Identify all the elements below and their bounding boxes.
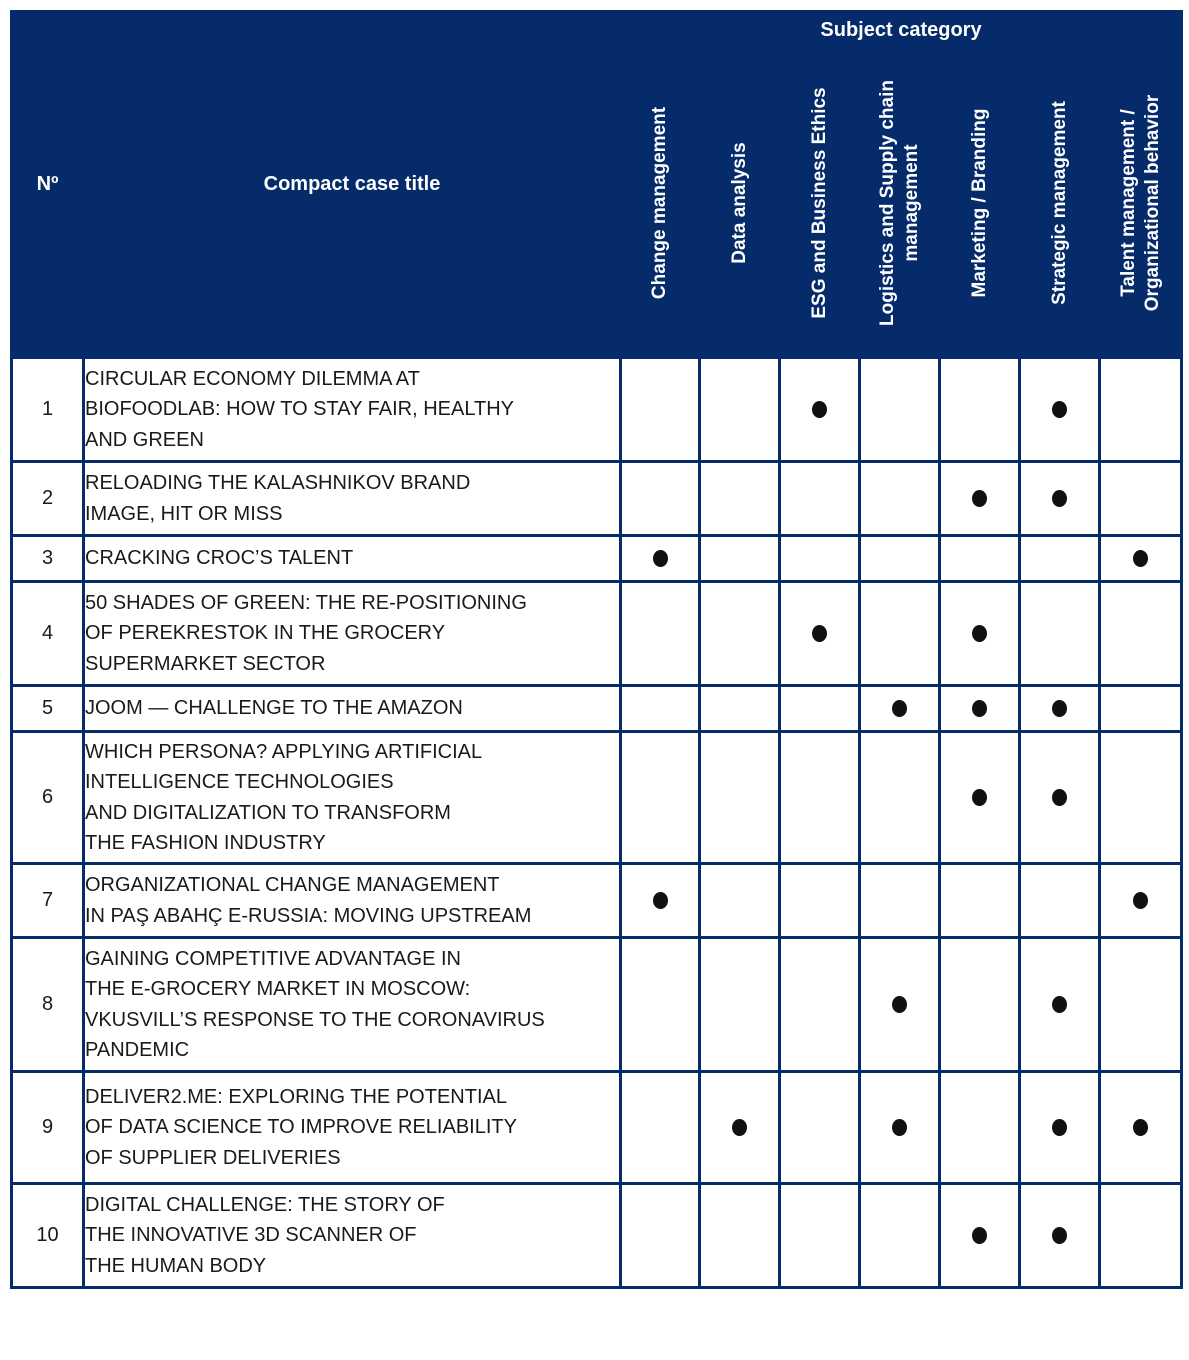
category-cell bbox=[860, 358, 940, 462]
category-cell bbox=[1020, 462, 1100, 536]
category-cell bbox=[940, 536, 1020, 582]
case-number: 8 bbox=[12, 938, 84, 1072]
case-title-line: CIRCULAR ECONOMY DILEMMA AT bbox=[85, 367, 420, 390]
case-number: 7 bbox=[12, 864, 84, 938]
category-header-label: Talent management / Organizational behavior bbox=[1117, 94, 1163, 312]
case-number: 1 bbox=[12, 358, 84, 462]
category-cell bbox=[700, 732, 780, 864]
category-cell bbox=[1100, 732, 1182, 864]
table-row bbox=[12, 686, 1182, 732]
category-cell bbox=[700, 582, 780, 686]
category-cell bbox=[940, 686, 1020, 732]
category-cell bbox=[860, 938, 940, 1072]
category-cell bbox=[700, 1184, 780, 1288]
table-row bbox=[12, 1184, 1182, 1288]
category-cell bbox=[780, 582, 860, 686]
category-cell bbox=[700, 1072, 780, 1184]
case-title bbox=[84, 462, 621, 536]
category-marker-dot-icon bbox=[732, 1119, 747, 1136]
category-header bbox=[1020, 49, 1100, 358]
category-cell bbox=[1100, 536, 1182, 582]
table-row bbox=[12, 462, 1182, 536]
category-cell bbox=[621, 536, 700, 582]
case-title bbox=[84, 732, 621, 864]
case-title-line: WHICH PERSONA? APPLYING ARTIFICIAL bbox=[85, 740, 483, 763]
category-cell bbox=[1100, 938, 1182, 1072]
category-header bbox=[1100, 49, 1182, 358]
case-number: 10 bbox=[12, 1184, 84, 1288]
category-cell bbox=[860, 686, 940, 732]
case-title bbox=[84, 938, 621, 1072]
case-number: 4 bbox=[12, 582, 84, 686]
category-header bbox=[780, 49, 860, 358]
category-header bbox=[860, 49, 940, 358]
case-title bbox=[84, 864, 621, 938]
number-column-header: Nº bbox=[12, 12, 84, 358]
category-header-label: Data analysis bbox=[728, 142, 750, 264]
category-cell bbox=[621, 358, 700, 462]
category-cell bbox=[621, 582, 700, 686]
category-marker-dot-icon bbox=[972, 490, 987, 507]
case-number: 6 bbox=[12, 732, 84, 864]
category-cell bbox=[940, 938, 1020, 1072]
case-title-line: OF DATA SCIENCE TO IMPROVE RELIABILITY bbox=[85, 1116, 517, 1139]
category-cell bbox=[860, 582, 940, 686]
category-marker-dot-icon bbox=[972, 1227, 987, 1244]
category-cell bbox=[1100, 686, 1182, 732]
category-marker-dot-icon bbox=[653, 892, 668, 909]
category-marker-dot-icon bbox=[972, 625, 987, 642]
table-row bbox=[12, 732, 1182, 864]
category-marker-dot-icon bbox=[1133, 550, 1148, 567]
table-row bbox=[12, 536, 1182, 582]
category-cell bbox=[860, 732, 940, 864]
case-subject-table bbox=[10, 10, 1183, 1289]
case-number: 3 bbox=[12, 536, 84, 582]
category-marker-dot-icon bbox=[892, 996, 907, 1013]
category-cell bbox=[1020, 732, 1100, 864]
category-cell bbox=[621, 1184, 700, 1288]
category-cell bbox=[700, 938, 780, 1072]
category-marker-dot-icon bbox=[1052, 1227, 1067, 1244]
case-title bbox=[84, 1184, 621, 1288]
subject-category-header: Subject category bbox=[621, 12, 1182, 49]
table-row bbox=[12, 582, 1182, 686]
category-cell bbox=[860, 462, 940, 536]
category-cell bbox=[621, 732, 700, 864]
title-column-header: Compact case title bbox=[84, 12, 621, 358]
category-cell bbox=[1020, 1184, 1100, 1288]
category-marker-dot-icon bbox=[1052, 401, 1067, 418]
case-number: 5 bbox=[12, 686, 84, 732]
case-title-line: 50 SHADES OF GREEN: THE RE-POSITIONING bbox=[85, 591, 527, 614]
category-header-label: Logistics and Supply chain management bbox=[876, 80, 922, 326]
category-cell bbox=[860, 864, 940, 938]
category-cell bbox=[1020, 1072, 1100, 1184]
case-title-line: THE HUMAN BODY bbox=[85, 1254, 267, 1277]
case-title-line: CRACKING CROC’S TALENT bbox=[85, 547, 354, 570]
table-body bbox=[12, 358, 1182, 1288]
category-cell bbox=[621, 864, 700, 938]
table-row bbox=[12, 938, 1182, 1072]
table-row bbox=[12, 1072, 1182, 1184]
category-cell bbox=[940, 1184, 1020, 1288]
case-title-line: JOOM — CHALLENGE TO THE AMAZON bbox=[85, 697, 463, 720]
case-title bbox=[84, 686, 621, 732]
category-cell bbox=[780, 938, 860, 1072]
category-cell bbox=[780, 1072, 860, 1184]
header-row-group bbox=[12, 12, 1182, 49]
case-title bbox=[84, 358, 621, 462]
category-cell bbox=[700, 864, 780, 938]
category-cell bbox=[1020, 582, 1100, 686]
table-header bbox=[12, 12, 1182, 358]
category-cell bbox=[1100, 462, 1182, 536]
category-cell bbox=[621, 462, 700, 536]
category-header-label: Strategic management bbox=[1048, 101, 1070, 305]
category-cell bbox=[860, 536, 940, 582]
category-cell bbox=[1020, 686, 1100, 732]
category-header-label: ESG and Business Ethics bbox=[808, 87, 830, 319]
category-marker-dot-icon bbox=[892, 1119, 907, 1136]
category-cell bbox=[1100, 1184, 1182, 1288]
category-cell bbox=[780, 686, 860, 732]
category-cell bbox=[780, 462, 860, 536]
case-title bbox=[84, 536, 621, 582]
category-cell bbox=[621, 686, 700, 732]
case-number: 9 bbox=[12, 1072, 84, 1184]
case-title-line: OF SUPPLIER DELIVERIES bbox=[85, 1146, 341, 1169]
category-cell bbox=[1020, 358, 1100, 462]
category-cell bbox=[940, 732, 1020, 864]
category-cell bbox=[700, 358, 780, 462]
case-title-line: RELOADING THE KALASHNIKOV BRAND bbox=[85, 472, 471, 494]
case-title bbox=[84, 1072, 621, 1184]
case-title-line: GAINING COMPETITIVE ADVANTAGE IN bbox=[85, 947, 461, 970]
category-cell bbox=[700, 536, 780, 582]
category-marker-dot-icon bbox=[972, 700, 987, 717]
category-cell bbox=[860, 1184, 940, 1288]
category-header-label: Change management bbox=[649, 106, 670, 300]
category-marker-dot-icon bbox=[1052, 700, 1067, 717]
case-title-line: THE FASHION INDUSTRY bbox=[85, 832, 326, 854]
category-cell bbox=[780, 536, 860, 582]
category-cell bbox=[1100, 358, 1182, 462]
case-title-line: THE INNOVATIVE 3D SCANNER OF bbox=[85, 1224, 417, 1247]
category-cell bbox=[780, 864, 860, 938]
category-header bbox=[621, 49, 700, 358]
category-cell bbox=[940, 1072, 1020, 1184]
category-marker-dot-icon bbox=[1052, 996, 1067, 1013]
case-number: 2 bbox=[12, 462, 84, 536]
case-title-line: AND GREEN bbox=[85, 428, 204, 451]
category-marker-dot-icon bbox=[653, 550, 668, 567]
category-cell bbox=[780, 1184, 860, 1288]
case-title-line: BIOFOODLAB: HOW TO STAY FAIR, HEALTHY bbox=[85, 398, 514, 421]
table-row bbox=[12, 864, 1182, 938]
case-title bbox=[84, 582, 621, 686]
category-cell bbox=[940, 462, 1020, 536]
category-header bbox=[700, 49, 780, 358]
category-cell bbox=[621, 938, 700, 1072]
category-cell bbox=[780, 358, 860, 462]
case-title-line: IMAGE, HIT OR MISS bbox=[85, 502, 283, 525]
case-title-line: PANDEMIC bbox=[85, 1039, 190, 1061]
table-row bbox=[12, 358, 1182, 462]
case-title-line: ORGANIZATIONAL CHANGE MANAGEMENT bbox=[85, 874, 500, 896]
category-marker-dot-icon bbox=[1052, 490, 1067, 507]
case-title-line: AND DIGITALIZATION TO TRANSFORM bbox=[85, 801, 451, 824]
category-cell bbox=[940, 358, 1020, 462]
category-cell bbox=[1020, 938, 1100, 1072]
case-title-line: IN PAŞ ABAHÇ E-RUSSIA: MOVING UPSTREAM bbox=[85, 904, 532, 927]
case-title-line: THE E-GROCERY MARKET IN MOSCOW: bbox=[85, 978, 471, 1000]
category-cell bbox=[1020, 864, 1100, 938]
category-cell bbox=[1100, 582, 1182, 686]
category-cell bbox=[1020, 536, 1100, 582]
case-title-line: DIGITAL CHALLENGE: THE STORY OF bbox=[85, 1193, 445, 1216]
category-marker-dot-icon bbox=[1133, 892, 1148, 909]
category-marker-dot-icon bbox=[892, 700, 907, 717]
case-title-line: INTELLIGENCE TECHNOLOGIES bbox=[85, 771, 394, 793]
category-marker-dot-icon bbox=[972, 789, 987, 806]
category-cell bbox=[780, 732, 860, 864]
category-cell bbox=[700, 686, 780, 732]
category-marker-dot-icon bbox=[1052, 1119, 1067, 1136]
category-cell bbox=[621, 1072, 700, 1184]
category-cell bbox=[700, 462, 780, 536]
category-marker-dot-icon bbox=[812, 401, 827, 418]
category-marker-dot-icon bbox=[1052, 789, 1067, 806]
case-title-line: VKUSVILL’S RESPONSE TO THE CORONAVIRUS bbox=[85, 1008, 545, 1031]
category-header-label: Marketing / Branding bbox=[968, 108, 990, 298]
category-cell bbox=[1100, 864, 1182, 938]
category-cell bbox=[940, 864, 1020, 938]
category-marker-dot-icon bbox=[812, 625, 827, 642]
category-cell bbox=[1100, 1072, 1182, 1184]
case-title-line: DELIVER2.ME: EXPLORING THE POTENTIAL bbox=[85, 1085, 507, 1108]
category-cell bbox=[940, 582, 1020, 686]
case-title-line: OF PEREKRESTOK IN THE GROCERY bbox=[85, 622, 446, 645]
case-title-line: SUPERMARKET SECTOR bbox=[85, 652, 326, 675]
category-cell bbox=[860, 1072, 940, 1184]
category-header bbox=[940, 49, 1020, 358]
category-marker-dot-icon bbox=[1133, 1119, 1148, 1136]
